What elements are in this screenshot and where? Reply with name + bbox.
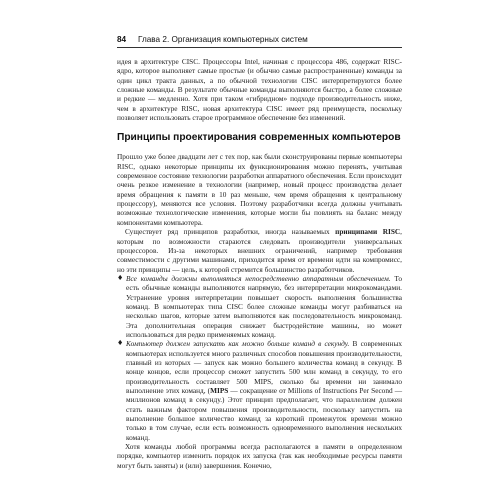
principles-text-before: Существует ряд принципов разработки, иногда называемых	[125, 227, 336, 237]
bullet-lead: Все команды должны выполняться непосредственно аппаратным обеспечением.	[126, 273, 391, 283]
running-title: Глава 2. Организация компьютерных систем	[138, 35, 308, 44]
bullet-text: В современных компьютерах используется много различных способов повышения производительности, главный из которых — запуск как можно большего количества команд в секунду. В конце концов, если процессор сможет запустить 500 млн команд в секунду, то его производительность составляет 500 MIPS, сколько бы времени ни занимало выполнение этих команд, (	[126, 339, 403, 395]
page-number: 84	[117, 35, 127, 44]
page-header	[117, 34, 402, 47]
principles-term: принципами RISC	[335, 227, 401, 237]
principles-text-after: , которым по возможности стараются следовать производители универсальных процессоров. Из-за некоторых внешних ограничений, например требования совместимости с другими машинами, приходится время от времени идти на компромисс, но эти принципы — цель, к которой стремится большинство разработчиков.	[117, 227, 402, 274]
section-heading: Принципы проектирования современных компьютеров	[117, 132, 401, 144]
paragraph-principles	[117, 227, 402, 274]
bullet-text: То есть обычные команды выполняются напрямую, без интерпретации микрокомандами. Устранение уровня интерпретации повышает скорость выполнения большинства команд. В компьютерах типа CISC более сложные команды могут разбиваться на несколько шагов, которые затем выполняются как последовательность микрокоманд. Эта дополнительная операция снижает быстродействие машины, но может использоваться для редко применяемых команд.	[126, 273, 402, 339]
diamond-bullet-icon: ♦	[117, 273, 124, 282]
diamond-bullet-icon: ♦	[117, 339, 124, 348]
header-rule	[117, 47, 402, 48]
bullet-item	[117, 274, 402, 339]
bullet-text: — сокращение от Millions of Instructions Per Second — миллионов команд в секунду.) Этот принцип предполагает, что параллелизм должен стать важным фактором повышения производительности, поскольку запустить на выполнение большое количество команд за короткий промежуток времени можно только в том случае, если есть возможность одновременного выполнения нескольких команд.	[126, 386, 402, 442]
bullet-term: MIPS	[210, 386, 229, 395]
paragraph-continuation: идея в архитектуре CISC. Процессоры Intel, начиная с процессора 486, содержат RISC-ядро, которое выполняет самые простые (и обычно самые распространенные) команды за один цикл тракта данных, а по обычной технологии CISC интерпретируются более сложные команды. В результате обычные команды выполняются быстро, а более сложные и редкие — медленно. Хотя при таком «гибридном» подходе производительность ниже, чем в архитектуре RISC, новая архитектура CISC имеет ряд преимуществ, поскольку позволяет использовать старое программное обеспечение без изменений.	[117, 57, 402, 123]
bullet-item	[117, 339, 402, 442]
page-body	[117, 57, 402, 470]
bullet-lead: Компьютер должен запускать как можно больше команд в секунду.	[126, 339, 350, 349]
paragraph-intro: Прошло уже более двадцати лет с тех пор, как были сконструированы первые компьютеры RISC, однако некоторые принципы их функционирования можно перенять, учитывая современное состояние технологии разработки аппаратного обеспечения. Если происходит очень резкое изменение в технологии (например, новый процесс производства делает время обращения к памяти в 10 раз меньше, чем время обращения к центральному процессору), меняются все условия. Поэтому разработчики всегда должны учитывать возможные технологические изменения, которые могли бы повлиять на баланс между компонентами компьютера.	[117, 152, 402, 227]
paragraph-ordering: Хотя команды любой программы всегда располагаются в памяти в определенном порядке, компьютер изменить порядок их запуска (так как необходимые ресурсы памяти могут быть заняты) и (или) завершения. Конечно,	[117, 442, 402, 470]
